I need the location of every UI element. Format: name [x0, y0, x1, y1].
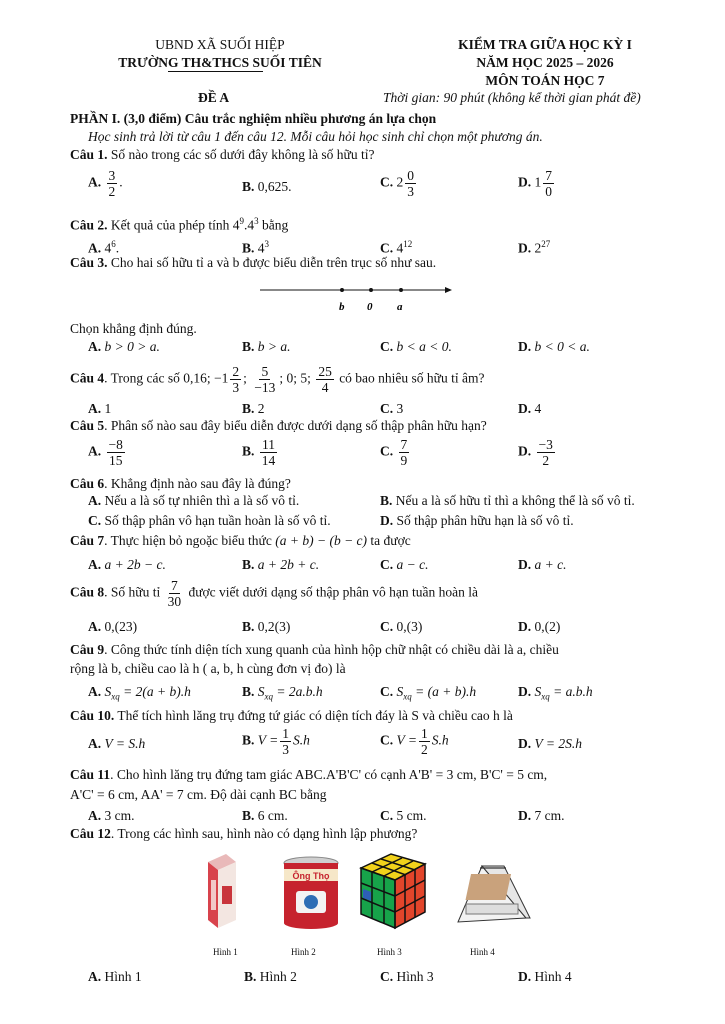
q3-option-b[interactable]: B. b > a. [242, 339, 291, 354]
exam-title: KIỂM TRA GIỮA HỌC KỲ I [458, 37, 632, 52]
q12-option-d[interactable]: D. Hình 4 [518, 969, 572, 984]
q9-option-a[interactable]: A. $S_{xq} = 2(a + b).h$ [88, 684, 191, 702]
q7-option-c[interactable]: C. a − c. [380, 557, 429, 572]
q2-option-a[interactable]: A. $4^6$. [88, 239, 120, 256]
figure-2-can [280, 855, 342, 935]
can-label: Ông Thọ [292, 871, 330, 881]
axis-arrow-icon [445, 287, 452, 293]
q3-option-c[interactable]: C. b < a < 0. [380, 339, 452, 354]
school-underline [168, 71, 263, 72]
q8-option-a[interactable]: A. 0,(23) [88, 619, 138, 634]
figure-1-carton [200, 852, 240, 932]
q5-option-a[interactable]: A. $\frac{-8}{15}$ [88, 437, 123, 468]
subject: MÔN TOÁN HỌC 7 [485, 73, 605, 88]
question-10: Câu 10. Thể tích hình lăng trụ đứng tứ giác có diện tích đáy là S và chiều cao h là [70, 708, 513, 723]
q1-option-d[interactable]: D. 1 $\frac{7}{0}$ [518, 168, 552, 199]
q10-option-c[interactable]: C. V = $\frac{1}{2}$ S.h [380, 726, 449, 757]
question-11-line2: A'C' = 6 cm, AA' = 7 cm. Độ dài cạnh BC bằng [70, 787, 327, 802]
question-1: Câu 1. Số nào trong các số dưới đây không là số hữu tỉ? [70, 147, 375, 162]
figure-3-caption: Hình 3 [377, 947, 402, 957]
q4-option-c[interactable]: C. 3 [380, 401, 404, 416]
figure-4-caption: Hình 4 [470, 947, 495, 957]
q7-option-a[interactable]: A. a + 2b − c. [88, 557, 166, 572]
q11-option-b[interactable]: B. 6 cm. [242, 808, 288, 823]
q5-option-b[interactable]: B. $\frac{11}{14}$ [242, 437, 276, 468]
q6-option-a[interactable]: A. Nếu a là số tự nhiên thì a là số vô tỉ. [88, 493, 300, 508]
question-6: Câu 6. Khẳng định nào sau đây là đúng? [70, 476, 291, 491]
question-5: Câu 5. Phân số nào sau đây biểu diễn được dưới dạng số thập phân hữu hạn? [70, 418, 487, 433]
number-line [255, 278, 455, 318]
q10-option-b[interactable]: B. V = $\frac{1}{3}$ S.h [242, 726, 310, 757]
question-9-line1: Câu 9. Công thức tính diện tích xung quanh của hình hộp chữ nhật có chiều dài là a, chiều [70, 642, 559, 657]
q8-option-d[interactable]: D. 0,(2) [518, 619, 561, 634]
question-9-line2: rộng là b, chiều cao là h ( a, b, h cùng đơn vị đo) là [70, 661, 346, 676]
q4-option-d[interactable]: D. 4 [518, 401, 542, 416]
q3-choose: Chọn khẳng định đúng. [70, 321, 197, 336]
q3-option-a[interactable]: A. b > 0 > a. [88, 339, 160, 354]
part1-title: PHẦN I. (3,0 điểm) Câu trắc nghiệm nhiều phương án lựa chọn [70, 111, 437, 126]
exam-time: Thời gian: 90 phút (không kể thời gian phát đề) [383, 90, 641, 105]
q6-option-d[interactable]: D. Số thập phân hữu hạn là số vô tỉ. [380, 513, 574, 528]
q9-option-d[interactable]: D. $S_{xq} = a.b.h$ [518, 684, 593, 702]
figure-4-calendar [452, 860, 532, 930]
exam-code: ĐỀ A [198, 90, 230, 105]
q2-option-d[interactable]: D. $2^{27}$ [518, 239, 551, 256]
q5-option-c[interactable]: C. $\frac{7}{9}$ [380, 437, 408, 468]
q2-option-c[interactable]: C. $4^{12}$ [380, 239, 413, 256]
point-0 [369, 288, 373, 292]
q12-option-a[interactable]: A. Hình 1 [88, 969, 142, 984]
question-11-line1: Câu 11. Cho hình lăng trụ đứng tam giác ABC.A'B'C' có cạnh A'B' = 3 cm, B'C' = 5 cm, [70, 767, 548, 782]
q8-option-b[interactable]: B. 0,2(3) [242, 619, 291, 634]
label-b: b [339, 301, 345, 313]
q1-option-b[interactable]: B. 0,625. [242, 179, 292, 194]
q10-option-d[interactable]: D. V = 2S.h [518, 736, 582, 751]
figure-2-caption: Hình 2 [291, 947, 316, 957]
label-0: 0 [367, 301, 373, 313]
q11-option-a[interactable]: A. 3 cm. [88, 808, 135, 823]
q9-option-b[interactable]: B. $S_{xq} = 2a.b.h$ [242, 684, 323, 702]
q6-option-c[interactable]: C. Số thập phân vô hạn tuần hoàn là số vô tỉ. [88, 513, 331, 528]
q2-option-b[interactable]: B. $4^3$ [242, 239, 270, 256]
q12-option-b[interactable]: B. Hình 2 [244, 969, 297, 984]
q11-option-c[interactable]: C. 5 cm. [380, 808, 427, 823]
q4-option-a[interactable]: A. 1 [88, 401, 112, 416]
q10-option-a[interactable]: A. V = S.h [88, 736, 146, 751]
school-name: TRƯỜNG TH&THCS SUỐI TIÊN [118, 55, 322, 70]
q11-option-d[interactable]: D. 7 cm. [518, 808, 565, 823]
question-4: Câu 4. Trong các số 0,16; −1 $\frac{2}{3}$ ; $\frac{5}{-13}$ ; 0; 5; $\frac{25}{4}$ có bao nhiêu số hữu tỉ âm? [70, 364, 485, 395]
q6-option-b[interactable]: B. Nếu a là số hữu tỉ thì a không thể là số vô tỉ. [380, 493, 635, 508]
q8-option-c[interactable]: C. 0,(3) [380, 619, 423, 634]
question-7: Câu 7. Thực hiện bỏ ngoặc biểu thức (a + b) − (b − c) ta được [70, 533, 411, 548]
q3-option-d[interactable]: D. b < 0 < a. [518, 339, 590, 354]
q4-option-b[interactable]: B. 2 [242, 401, 265, 416]
q7-option-d[interactable]: D. a + c. [518, 557, 567, 572]
school-year: NĂM HỌC 2025 – 2026 [476, 55, 614, 70]
q9-option-c[interactable]: C. $S_{xq} = (a + b).h$ [380, 684, 477, 702]
q1-option-a[interactable]: A. $\frac{3}{2}$ . [88, 168, 123, 199]
q7-option-b[interactable]: B. a + 2b + c. [242, 557, 320, 572]
label-a: a [397, 301, 403, 313]
part1-instruction: Học sinh trả lời từ câu 1 đến câu 12. Mỗi câu hỏi học sinh chỉ chọn một phương án. [88, 129, 543, 144]
figure-3-cube [355, 850, 431, 932]
point-b [340, 288, 344, 292]
school-authority: UBND XÃ SUỐI HIỆP [155, 37, 285, 52]
q5-option-d[interactable]: D. $\frac{-3}{2}$ [518, 437, 553, 468]
question-8: Câu 8. Số hữu tỉ $\frac{7}{30}$ được viết dưới dạng số thập phân vô hạn tuần hoàn là [70, 578, 478, 609]
figure-1-caption: Hình 1 [213, 947, 238, 957]
question-2: Câu 2. Kết quả của phép tính $4^9.4^3$ bằng [70, 216, 289, 233]
point-a [399, 288, 403, 292]
question-12: Câu 12. Trong các hình sau, hình nào có dạng hình lập phương? [70, 826, 418, 841]
question-3: Câu 3. Cho hai số hữu tỉ a và b được biểu diễn trên trục số như sau. [70, 255, 437, 270]
q1-option-c[interactable]: C. 2 $\frac{0}{3}$ [380, 168, 414, 199]
q12-option-c[interactable]: C. Hình 3 [380, 969, 434, 984]
